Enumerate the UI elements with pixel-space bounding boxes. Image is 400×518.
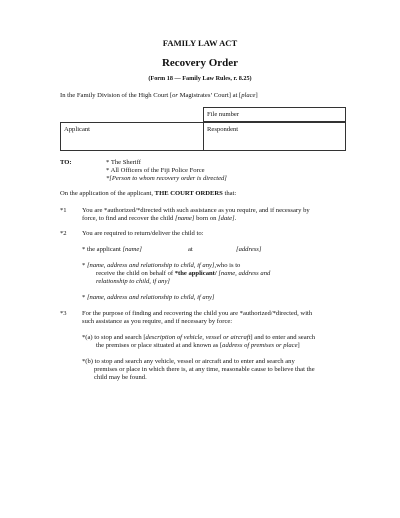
applicant-cell xyxy=(60,122,204,152)
order-3-option-a xyxy=(82,334,315,342)
order-3-a-text-1: *(a) to stop and search [ xyxy=(82,334,146,341)
court-text-3: ] xyxy=(255,92,258,99)
order-3-line-1: For the purpose of finding and recovering the child you are *authorized/*directed, with xyxy=(82,310,313,317)
order-2-c-person: [name, address and relationship to child, if any] xyxy=(86,294,215,301)
form-title: Recovery Order xyxy=(161,57,239,69)
order-1-child-name: [name] xyxy=(175,215,195,222)
order-3-a-text-4: ] xyxy=(297,342,300,349)
order-2-b-star: * xyxy=(82,262,87,269)
order-2-b-name: [name, address and xyxy=(216,270,271,277)
form-subtitle: (Form 18 — Family Law Rules, r. 8.25) xyxy=(148,75,252,82)
file-number-label: File number xyxy=(207,111,240,118)
order-3-option-b-line-1: *(b) to stop and search any vehicle, vessel or aircraft and to enter and search any xyxy=(82,358,295,365)
order-2-b-line-3: relationship to child, if any] xyxy=(96,278,170,285)
order-3-a-text-2: ] and to enter and search xyxy=(250,334,316,341)
order-2-a-name: [name] xyxy=(122,246,142,253)
order-2-a-at: at xyxy=(188,246,193,253)
order-2-b-applicant: *the applicant/ xyxy=(174,270,217,277)
court-text-or: or xyxy=(172,92,178,99)
order-2-option-b xyxy=(82,262,240,270)
order-3-a-vehicle: description of vehicle, vessel or aircraft xyxy=(145,334,251,341)
order-2-line-1: You are required to return/deliver the child to: xyxy=(82,230,204,237)
respondent-cell xyxy=(203,122,346,152)
to-person: *[Person to whom recovery order is directed] xyxy=(106,175,227,182)
order-1-text-c: . xyxy=(234,215,237,222)
order-2-number: *2 xyxy=(60,230,67,237)
court-text-1: In the Family Division of the High Court [ xyxy=(60,92,173,99)
party-table xyxy=(60,107,346,151)
to-sheriff: * The Sheriff xyxy=(106,159,141,166)
order-1-text-b: born on xyxy=(194,215,219,222)
application-text-2: that: xyxy=(222,190,237,197)
order-3-option-b-line-3: child may be found. xyxy=(94,374,147,381)
order-1-text-a: force, to find and recover the child xyxy=(82,215,176,222)
order-2-b-receive: receive the child on behalf of xyxy=(96,270,175,277)
order-2-b-text: ,who is to xyxy=(214,262,241,269)
court-text-2: Magistrates’ Court] at [ xyxy=(177,92,242,99)
act-title: FAMILY LAW ACT xyxy=(162,38,238,48)
order-1-line-1: You are *authorized/*directed with such assistance as you require, and if necessary by xyxy=(82,207,310,214)
order-3-line-2: such assistance as you require, and if necessary by force: xyxy=(82,318,233,325)
order-2-a-address: [address] xyxy=(236,246,262,253)
order-2-option-c xyxy=(82,294,215,302)
order-3-a-text-3: the premises or place situated at and known as [ xyxy=(96,342,223,349)
order-3-number: *3 xyxy=(60,310,67,317)
order-2-c-star: * xyxy=(82,294,87,301)
file-number-cell xyxy=(203,107,346,122)
order-3-a-address: address of premises or place xyxy=(222,342,298,349)
to-label: TO: xyxy=(60,159,72,166)
order-3-a-line-2 xyxy=(96,342,300,350)
order-1-line-2 xyxy=(82,215,236,223)
order-2-option-a xyxy=(82,246,142,254)
to-police: * All Officers of the Fiji Police Force xyxy=(106,167,205,174)
court-text-place: place xyxy=(241,92,256,99)
respondent-label: Respondent xyxy=(207,125,239,133)
order-2-a-text: * the applicant xyxy=(82,246,123,253)
application-text-1: On the application of the applicant, xyxy=(60,190,155,197)
order-1-date: [date] xyxy=(218,215,235,222)
court-line xyxy=(60,92,258,100)
order-3-option-b-line-2: premises or place in which there is, at any time, reasonable cause to believe that the xyxy=(94,366,315,373)
application-line xyxy=(60,190,236,198)
order-2-b-person: [name, address and relationship to child, if any] xyxy=(86,262,215,269)
order-2-b-line-2 xyxy=(96,270,270,278)
order-1-number: *1 xyxy=(60,207,67,214)
court-orders-text: THE COURT ORDERS xyxy=(154,190,223,197)
applicant-label: Applicant xyxy=(64,125,91,133)
